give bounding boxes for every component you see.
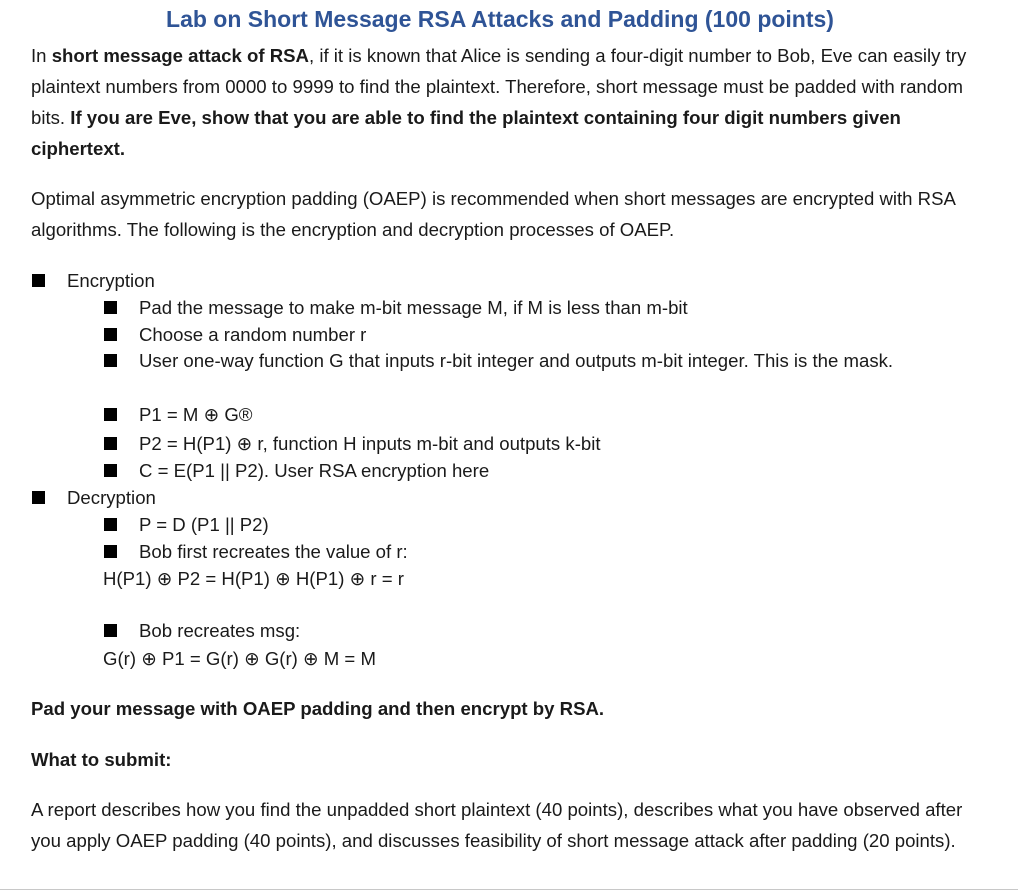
square-bullet-icon — [104, 328, 117, 341]
encryption-step: C = E(P1 || P2). User RSA encryption here — [139, 460, 490, 481]
encryption-step: Pad the message to make m-bit message M, if M is less than m-bit — [139, 297, 688, 318]
square-bullet-icon — [32, 274, 45, 287]
list-item — [104, 321, 367, 348]
square-bullet-icon — [104, 301, 117, 314]
square-bullet-icon — [104, 437, 117, 450]
submit-heading — [31, 744, 976, 775]
pad-instruction — [31, 693, 976, 724]
intro-text-2: , if it is known that Alice is sending a four-digit number to Bob, Eve can easily try plaintext numbers from 0000 to 9999 to find the plaintext. Therefore, short message must be padded with random bits. — [31, 45, 967, 128]
list-item — [104, 538, 408, 565]
square-bullet-icon — [104, 464, 117, 477]
encryption-heading: Encryption — [67, 270, 155, 291]
submit-heading-text: What to submit: — [31, 749, 172, 770]
decryption-heading-item — [32, 484, 156, 511]
list-item — [104, 430, 601, 457]
page-title: Lab on Short Message RSA Attacks and Padding (100 points) — [166, 6, 834, 32]
square-bullet-icon — [104, 408, 117, 421]
intro-text-1: In — [31, 45, 52, 66]
square-bullet-icon — [104, 518, 117, 531]
list-item — [104, 401, 253, 428]
decryption-heading: Decryption — [67, 487, 156, 508]
square-bullet-icon — [104, 545, 117, 558]
list-item — [104, 617, 301, 644]
oaep-intro-paragraph: Optimal asymmetric encryption padding (OAEP) is recommended when short messages are encrypted with RSA algorithms. The following is the encryption and decryption processes of OAEP. — [31, 188, 955, 240]
formula-recreate-r: H(P1) ⊕ P2 = H(P1) ⊕ H(P1) ⊕ r = r — [103, 568, 404, 589]
decryption-step: Bob recreates msg: — [139, 620, 301, 641]
encryption-step: Choose a random number r — [139, 324, 367, 345]
square-bullet-icon — [104, 624, 117, 637]
encryption-step: P1 = M ⊕ G® — [139, 404, 253, 425]
intro-paragraph — [31, 40, 976, 164]
decryption-step: Bob first recreates the value of r: — [139, 541, 408, 562]
intro-bold-2: If you are Eve, show that you are able to find the plaintext containing four digit numbers given ciphertext. — [31, 107, 901, 159]
list-item — [104, 294, 688, 321]
decryption-step: P = D (P1 || P2) — [139, 514, 269, 535]
list-item — [104, 347, 894, 374]
list-item — [104, 511, 269, 538]
encryption-step: User one-way function G that inputs r-bit integer and outputs m-bit integer. This is the mask. — [139, 350, 894, 371]
square-bullet-icon — [104, 354, 117, 367]
encryption-heading-item — [32, 267, 155, 294]
intro-bold-1: short message attack of RSA — [51, 45, 309, 66]
square-bullet-icon — [32, 491, 45, 504]
formula-recreate-msg: G(r) ⊕ P1 = G(r) ⊕ G(r) ⊕ M = M — [103, 648, 376, 669]
encryption-step: P2 = H(P1) ⊕ r, function H inputs m-bit and outputs k-bit — [139, 433, 601, 454]
submit-paragraph: A report describes how you find the unpadded short plaintext (40 points), describes what you have observed after you apply OAEP padding (40 points), and discusses feasibility of short message attack after padding (20 points). — [31, 799, 963, 851]
pad-instruction-text: Pad your message with OAEP padding and then encrypt by RSA. — [31, 698, 605, 719]
list-item — [104, 457, 490, 484]
